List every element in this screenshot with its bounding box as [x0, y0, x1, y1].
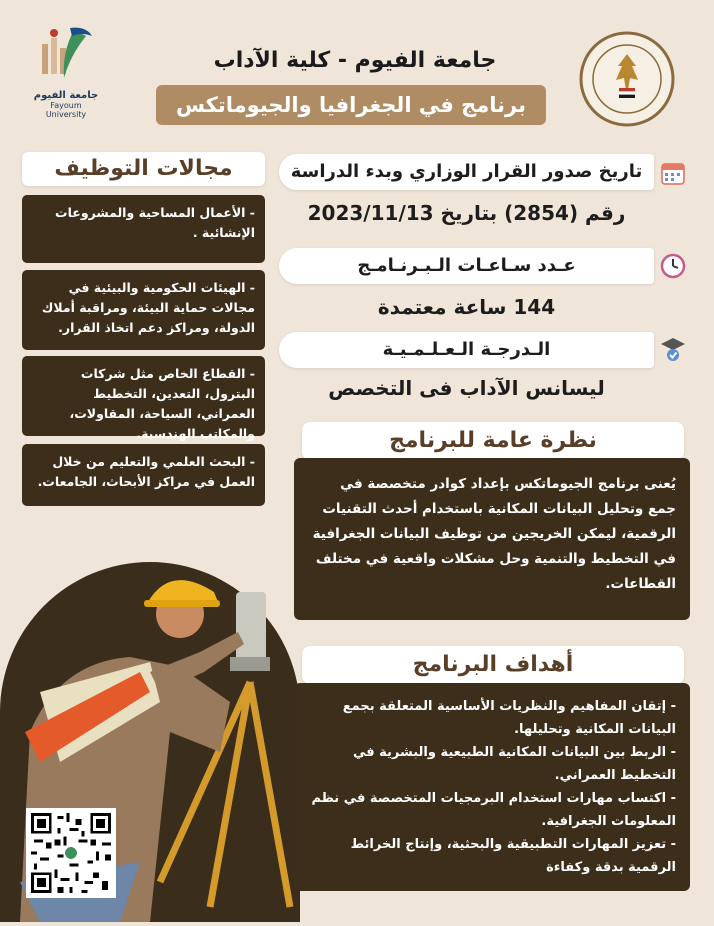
calendar-icon — [660, 160, 686, 186]
overview-text: يُعنى برنامج الجيوماتكس بإعداد كوادر متخصصة في جمع وتحليل البيانات المكانية باستخدام أحدث التقنيات الرقمية، ليمكن الخريجين من توظيف البيانات الجغرافية في التخطيط والتنمية وحل مشكلات واقعية في مختلف القطاعات. — [294, 458, 690, 620]
hours-value: 144 ساعة معتمدة — [377, 295, 556, 319]
job-item: - القطاع الخاص مثل شركات البترول، التعدين، التخطيط العمراني، السياحة، المقاولات، والمكاتب الهندسية. — [22, 356, 265, 436]
overview-heading: نظرة عامة للبرنامج — [302, 422, 684, 460]
fayoum-university-logo — [30, 22, 102, 122]
job-item: - الهيئات الحكومية والبيئية في مجالات حماية البيئة، ومراقبة أملاك الدولة، ومراكز دعم اتخاذ القرار. — [22, 270, 265, 350]
decree-heading: تاريخ صدور القرار الوزاري وبدء الدراسة — [279, 154, 654, 190]
goal-item: - تعزيز المهارات التطبيقية والبحثية، وإنتاج الخرائط الرقمية بدقة وكفاءة — [350, 837, 676, 875]
decree-value: رقم (2854) بتاريخ 2023/11/13 — [307, 201, 626, 225]
goal-item: - إتقان المفاهيم والنظريات الأساسية المتعلقة بجمع البيانات المكانية وتحليلها. — [342, 699, 676, 737]
goals-list — [294, 683, 690, 891]
degree-value: ليسانس الآداب فى التخصص — [328, 376, 605, 400]
logo-english-name: Fayoum University — [45, 101, 87, 119]
qr-code[interactable] — [26, 808, 116, 898]
goal-item: - اكتساب مهارات استخدام البرمجيات المتخصصة في نظم المعلومات الجغرافية. — [311, 791, 676, 829]
ministry-seal-logo — [578, 30, 676, 128]
goal-item: - الربط بين البيانات المكانية الطبيعية والبشرية في التخطيط العمراني. — [352, 745, 676, 783]
hours-heading: عـدد سـاعـات الـبـرنـامـج — [279, 248, 654, 284]
logo-arabic-name: جامعة الفيوم — [33, 90, 99, 101]
university-title: جامعة الفيوم - كلية الآداب — [213, 48, 497, 73]
university-emblem-icon — [34, 22, 98, 86]
graduation-cap-icon — [660, 336, 686, 362]
job-item: - الأعمال المساحية والمشروعات الإنشائية . — [22, 195, 265, 263]
jobs-heading: مجالات التوظيف — [22, 152, 265, 186]
clock-icon — [660, 253, 686, 279]
program-name-banner: برنامج في الجغرافيا والجيوماتكس — [156, 85, 546, 125]
job-item: - البحث العلمي والتعليم من خلال العمل في مراكز الأبحاث، الجامعات. — [22, 444, 265, 506]
degree-heading: الـدرجـة الـعـلـمـيـة — [279, 332, 654, 368]
goals-heading: أهداف البرنامج — [302, 646, 684, 684]
